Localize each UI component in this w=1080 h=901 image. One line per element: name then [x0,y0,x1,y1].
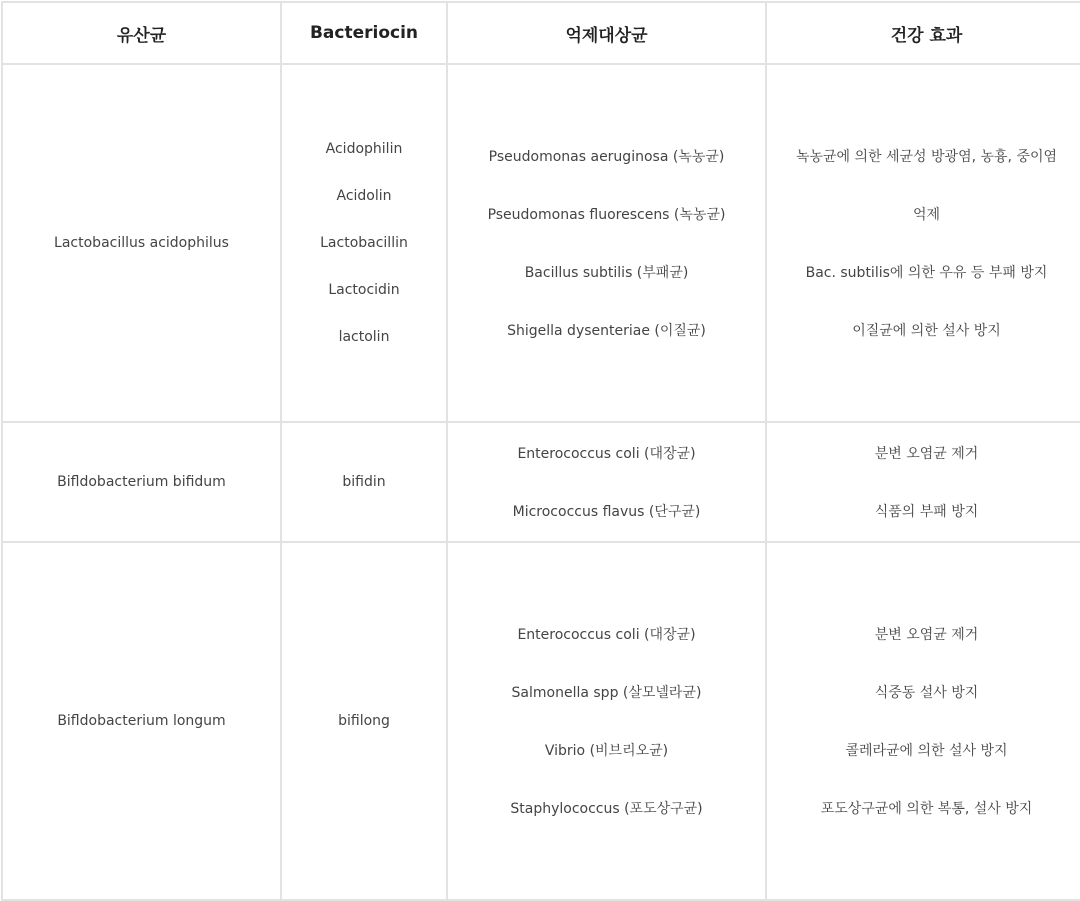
target-organism: Micrococcus flavus (단구균) [512,504,701,520]
table-row [2,422,1080,542]
target-organism: Pseudomonas aeruginosa (녹농균) [488,149,725,165]
probiotic-cell [2,542,281,900]
target-organism: Enterococcus coli (대장균) [517,627,696,643]
table-row [2,64,1080,422]
health-effect: 이질균에 의한 설사 방지 [852,323,1001,339]
probiotic-cell [2,64,281,422]
bacteriocin-table [1,1,1080,901]
effect-cell [766,422,1080,542]
bacteriocin-cell [281,422,447,542]
bacteriocin-cell [281,542,447,900]
table-row [2,542,1080,900]
bacteriocin-name: bifilong [338,713,390,729]
target-organism: Staphylococcus (포도상구균) [510,801,703,817]
header-target: 억제대상균 [447,2,766,64]
probiotic-name: Bifldobacterium longum [57,713,226,729]
probiotic-name: Bifldobacterium bifidum [57,474,226,490]
health-effect: 식품의 부패 방지 [874,504,979,520]
target-organism: Pseudomonas fluorescens (녹농균) [487,207,726,223]
health-effect: Bac. subtilis에 의한 우유 등 부패 방지 [805,265,1048,281]
target-organism: Bacillus subtilis (부패균) [524,265,689,281]
effect-cell [766,64,1080,422]
target-organism: Shigella dysenteriae (이질균) [507,323,706,339]
health-effect: 녹농균에 의한 세균성 방광염, 농흉, 중이염 [795,149,1058,165]
health-effect: 억제 [912,207,941,223]
probiotic-name: Lactobacillus acidophilus [54,235,229,251]
header-bacteriocin: Bacteriocin [281,2,447,64]
health-effect: 포도상구균에 의한 복통, 설사 방지 [820,801,1033,817]
target-cell [447,64,766,422]
health-effect: 콜레라균에 의한 설사 방지 [845,743,1008,759]
bacteriocin-name: lactolin [338,329,390,345]
bacteriocin-name: bifidin [342,474,386,490]
health-effect: 식중동 설사 방지 [874,685,979,701]
target-organism: Enterococcus coli (대장균) [517,446,696,462]
health-effect: 분변 오염균 제거 [874,627,979,643]
effect-cell [766,542,1080,900]
bacteriocin-cell [281,64,447,422]
probiotic-cell [2,422,281,542]
bacteriocin-name: Lactocidin [328,282,400,298]
bacteriocin-name: Acidolin [336,188,392,204]
target-cell [447,542,766,900]
header-row [2,2,1080,64]
target-organism: Salmonella spp (살모넬라균) [511,685,702,701]
target-cell [447,422,766,542]
health-effect: 분변 오염균 제거 [874,446,979,462]
bacteriocin-name: Acidophilin [325,141,403,157]
header-effect: 건강 효과 [766,2,1080,64]
target-organism: Vibrio (비브리오균) [544,743,669,759]
bacteriocin-name: Lactobacillin [320,235,408,251]
header-probiotic: 유산균 [2,2,281,64]
